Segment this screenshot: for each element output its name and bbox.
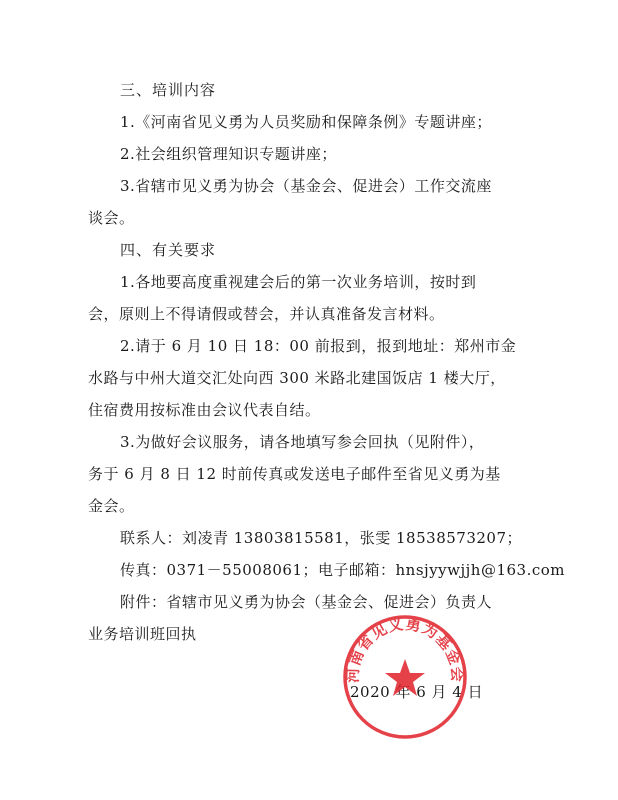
req2-line3: 住宿费用按标准由会议代表自结。	[88, 401, 321, 419]
section4-heading: 四、有关要求	[120, 241, 217, 259]
seal-star-icon	[385, 659, 425, 696]
attachment-line1: 附件：省辖市见义勇为协会（基金会、促进会）负责人	[120, 593, 493, 611]
section3-item1: 1.《河南省见义勇为人员奖励和保障条例》专题讲座；	[120, 113, 492, 131]
req2-line2: 水路与中州大道交汇处向西 300 米路北建国饭店 1 楼大厅，	[88, 369, 506, 387]
official-seal	[340, 612, 470, 742]
contact-persons: 联系人：刘凌青 13803815581，张雯 18538573207；	[120, 529, 522, 547]
section3-heading: 三、培训内容	[120, 81, 217, 99]
req3-line1: 3.为做好会议服务，请各地填写参会回执（见附件），	[120, 433, 485, 451]
section3-item3-line2: 谈会。	[88, 209, 135, 227]
req1-line1: 1.各地要高度重视建会后的第一次业务培训，按时到	[120, 273, 477, 291]
req1-line2: 会，原则上不得请假或替会，并认真准备发言材料。	[88, 305, 445, 323]
req3-line3: 金会。	[88, 497, 135, 515]
section3-item3-line1: 3.省辖市见义勇为协会（基金会、促进会）工作交流座	[120, 177, 492, 195]
fax-email: 传真：0371－55008061；电子邮箱：hnsjyywjjh@163.com	[120, 561, 565, 579]
svg-text:河南省见义勇为基金会: 河南省见义勇为基金会	[343, 614, 467, 684]
section3-item2: 2.社会组织管理知识专题讲座；	[120, 145, 337, 163]
document-date: 2020 年 6 月 4 日	[350, 683, 484, 701]
attachment-line2: 业务培训班回执	[88, 625, 197, 643]
req3-line2: 务于 6 月 8 日 12 时前传真或发送电子邮件至省见义勇为基	[88, 465, 501, 483]
req2-line1: 2.请于 6 月 10 日 18：00 前报到，报到地址：郑州市金	[120, 337, 517, 355]
